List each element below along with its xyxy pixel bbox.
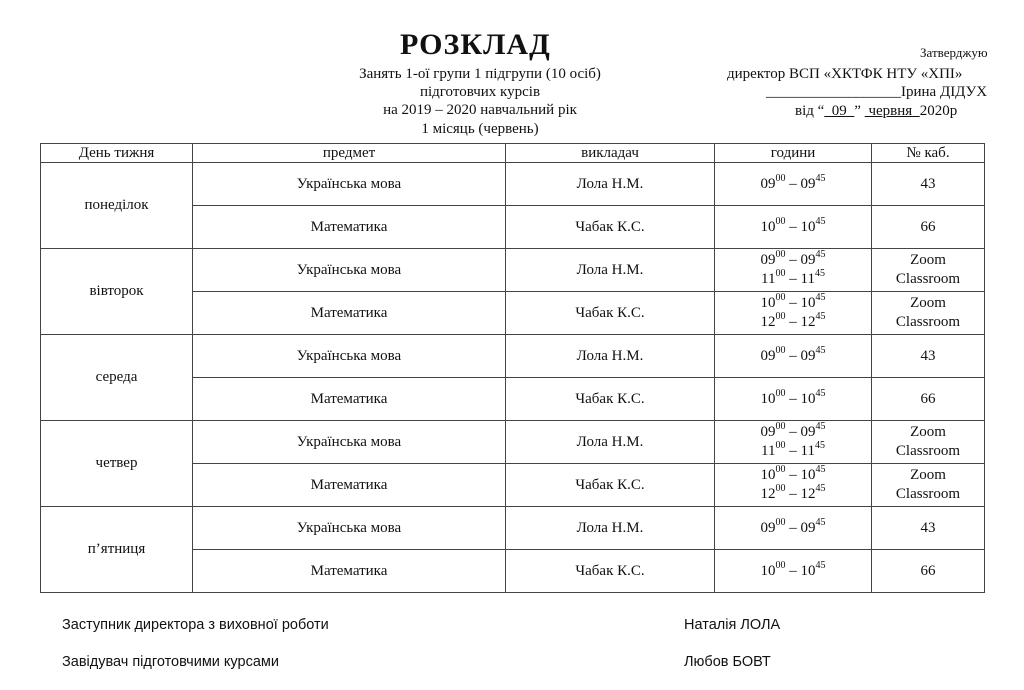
date-month: червня	[864, 103, 920, 119]
time-hour: 09	[800, 347, 816, 364]
subject-cell: Математика	[193, 378, 506, 421]
time-hour: 10	[760, 562, 776, 579]
time-range: $09^{00} - 09^{45}$	[760, 172, 826, 192]
approval-signature-line	[766, 84, 987, 100]
room-line: Classroom	[895, 314, 961, 330]
teacher-cell: Лола Н.М.	[506, 421, 715, 464]
time-minutes: 00	[775, 559, 786, 571]
subject-cell: Математика	[193, 464, 506, 507]
time-hour: 11	[761, 443, 776, 459]
teacher-cell: Чабак К.С.	[506, 464, 715, 507]
time-minutes: 00	[775, 464, 786, 475]
time-minutes: 45	[815, 559, 826, 571]
table-row	[41, 421, 985, 464]
time-hour: 10	[800, 295, 816, 311]
time-minutes: 45	[815, 483, 826, 494]
subject-cell: Математика	[193, 206, 506, 249]
time-hour: 09	[760, 424, 776, 440]
schedule-body	[41, 163, 985, 593]
day-cell: четвер	[41, 421, 193, 507]
time-range: $09^{00} - 09^{45}$	[760, 344, 826, 364]
time-range: $11^{00} - 11^{45}$	[761, 440, 825, 459]
room-line: Zoom	[910, 295, 946, 311]
time-range: $10^{00} - 10^{45}$	[760, 292, 826, 311]
room-cell	[872, 206, 985, 249]
room-line: 66	[920, 562, 936, 579]
time-hour: 09	[760, 519, 776, 536]
date-day: 09	[824, 103, 855, 119]
table-row	[41, 507, 985, 550]
deputy-name: Наталія ЛОЛА	[684, 617, 781, 633]
table-row	[41, 335, 985, 378]
subject-cell: Українська мова	[193, 249, 506, 292]
teacher-cell: Лола Н.М.	[506, 249, 715, 292]
time-minutes: 45	[815, 292, 826, 303]
time-minutes: 45	[815, 311, 826, 322]
time-minutes: 00	[775, 215, 786, 227]
time-hour: 10	[760, 218, 776, 235]
time-minutes: 00	[775, 311, 786, 322]
time-minutes: 45	[815, 344, 826, 356]
room-cell	[872, 163, 985, 206]
teacher-cell: Чабак К.С.	[506, 292, 715, 335]
day-cell: середа	[41, 335, 193, 421]
approval-signatory: Ірина ДІДУХ	[901, 84, 988, 100]
time-hour: 09	[800, 175, 816, 192]
teacher-cell: Лола Н.М.	[506, 335, 715, 378]
subject-cell: Українська мова	[193, 507, 506, 550]
time-minutes: 00	[775, 172, 786, 184]
time-hour: 10	[800, 218, 816, 235]
hours-cell	[715, 378, 872, 421]
time-minutes: 45	[814, 268, 825, 279]
time-hour: 12	[800, 314, 816, 330]
room-line: Classroom	[895, 443, 961, 459]
time-range: $10^{00} - 10^{45}$	[760, 387, 826, 407]
time-range: $09^{00} - 09^{45}$	[760, 421, 826, 440]
time-minutes: 00	[775, 292, 786, 303]
room-cell	[872, 464, 985, 507]
time-minutes: 00	[775, 249, 786, 260]
time-hour: 09	[800, 519, 816, 536]
room-line: 66	[920, 218, 936, 235]
subject-cell: Українська мова	[193, 421, 506, 464]
hours-cell	[715, 421, 872, 464]
time-hour: 10	[800, 390, 816, 407]
teacher-cell: Лола Н.М.	[506, 163, 715, 206]
hours-cell	[715, 292, 872, 335]
time-range: $10^{00} - 10^{45}$	[760, 559, 826, 579]
time-hour: 12	[760, 314, 776, 330]
signature-blank: __________________	[766, 84, 901, 100]
time-range: $10^{00} - 10^{45}$	[760, 215, 826, 235]
subtitle-line-3: на 2019 – 2020 навчальний рік	[383, 102, 577, 118]
time-hour: 10	[800, 562, 816, 579]
time-minutes: 45	[815, 421, 826, 432]
time-hour: 10	[760, 295, 776, 311]
room-cell	[872, 550, 985, 593]
subject-cell: Математика	[193, 550, 506, 593]
column-header-day: День тижня	[41, 144, 193, 163]
room-line: Classroom	[895, 486, 961, 502]
time-minutes: 45	[815, 516, 826, 528]
subtitle-line-2: підготовчих курсів	[419, 84, 541, 100]
hours-cell	[715, 464, 872, 507]
time-minutes: 45	[815, 215, 826, 227]
hours-cell	[715, 206, 872, 249]
room-cell	[872, 292, 985, 335]
head-title: Завідувач підготовчими курсами	[62, 654, 279, 670]
day-cell: п’ятниця	[41, 507, 193, 593]
time-hour: 09	[760, 252, 776, 268]
approval-label: Затверджую	[920, 45, 988, 60]
room-cell	[872, 378, 985, 421]
time-minutes: 00	[775, 440, 786, 451]
time-minutes: 45	[814, 440, 825, 451]
date-prefix: від “	[795, 103, 825, 119]
time-minutes: 45	[815, 464, 826, 475]
time-range: $11^{00} - 11^{45}$	[761, 268, 825, 287]
time-hour: 11	[800, 443, 815, 459]
time-hour: 10	[800, 467, 816, 483]
column-header-teacher: викладач	[506, 144, 715, 163]
time-minutes: 00	[775, 516, 786, 528]
room-cell	[872, 507, 985, 550]
room-cell	[872, 421, 985, 464]
time-hour: 12	[760, 486, 776, 502]
time-hour: 09	[760, 175, 776, 192]
teacher-cell: Лола Н.М.	[506, 507, 715, 550]
day-cell: вівторок	[41, 249, 193, 335]
approval-position: директор ВСП «ХКТФК НТУ «ХПІ»	[727, 66, 963, 82]
time-hour: 12	[800, 486, 816, 502]
time-minutes: 00	[775, 387, 786, 399]
teacher-cell: Чабак К.С.	[506, 206, 715, 249]
time-minutes: 45	[815, 172, 826, 184]
hours-cell	[715, 550, 872, 593]
time-hour: 10	[760, 390, 776, 407]
day-cell: понеділок	[41, 163, 193, 249]
time-range: $09^{00} - 09^{45}$	[760, 516, 826, 536]
room-line: 43	[920, 347, 936, 364]
time-minutes: 00	[775, 344, 786, 356]
table-header-row	[41, 144, 985, 163]
date-mid: ”	[854, 103, 865, 119]
room-line: Zoom	[910, 467, 946, 483]
subtitle-line-1: Занять 1-ої групи 1 підгрупи (10 осіб)	[359, 66, 601, 82]
time-hour: 09	[800, 424, 816, 440]
time-range: $12^{00} - 12^{45}$	[760, 483, 826, 502]
time-minutes: 45	[815, 387, 826, 399]
room-cell	[872, 249, 985, 292]
table-row	[41, 163, 985, 206]
subject-cell: Математика	[193, 292, 506, 335]
table-row	[41, 249, 985, 292]
room-line: 66	[920, 390, 936, 407]
schedule-table	[40, 143, 985, 593]
time-hour: 10	[760, 467, 776, 483]
time-minutes: 45	[815, 249, 826, 260]
approval-date	[795, 103, 957, 119]
hours-cell	[715, 335, 872, 378]
time-range: $09^{00} - 09^{45}$	[760, 249, 826, 268]
time-minutes: 00	[775, 268, 786, 279]
time-hour: 09	[800, 252, 816, 268]
deputy-title: Заступник директора з виховної роботи	[62, 617, 329, 633]
time-hour: 11	[800, 271, 815, 287]
hours-cell	[715, 507, 872, 550]
room-line: Classroom	[895, 271, 961, 287]
teacher-cell: Чабак К.С.	[506, 378, 715, 421]
room-cell	[872, 335, 985, 378]
head-name: Любов БОВТ	[684, 654, 771, 670]
time-range: $10^{00} - 10^{45}$	[760, 464, 826, 483]
subject-cell: Українська мова	[193, 335, 506, 378]
time-hour: 09	[760, 347, 776, 364]
time-minutes: 00	[775, 483, 786, 494]
time-hour: 11	[761, 271, 776, 287]
hours-cell	[715, 163, 872, 206]
column-header-hours: години	[715, 144, 872, 163]
date-year: 2020р	[919, 103, 958, 119]
time-minutes: 00	[775, 421, 786, 432]
room-line: Zoom	[910, 424, 946, 440]
column-header-subject: предмет	[193, 144, 506, 163]
room-line: Zoom	[910, 252, 946, 268]
hours-cell	[715, 249, 872, 292]
time-range: $12^{00} - 12^{45}$	[760, 311, 826, 330]
column-header-room: № каб.	[872, 144, 985, 163]
subject-cell: Українська мова	[193, 163, 506, 206]
room-line: 43	[920, 519, 936, 536]
subtitle-line-4: 1 місяць (червень)	[421, 121, 539, 137]
teacher-cell: Чабак К.С.	[506, 550, 715, 593]
room-line: 43	[920, 175, 936, 192]
document-title: РОЗКЛАД	[400, 28, 551, 61]
